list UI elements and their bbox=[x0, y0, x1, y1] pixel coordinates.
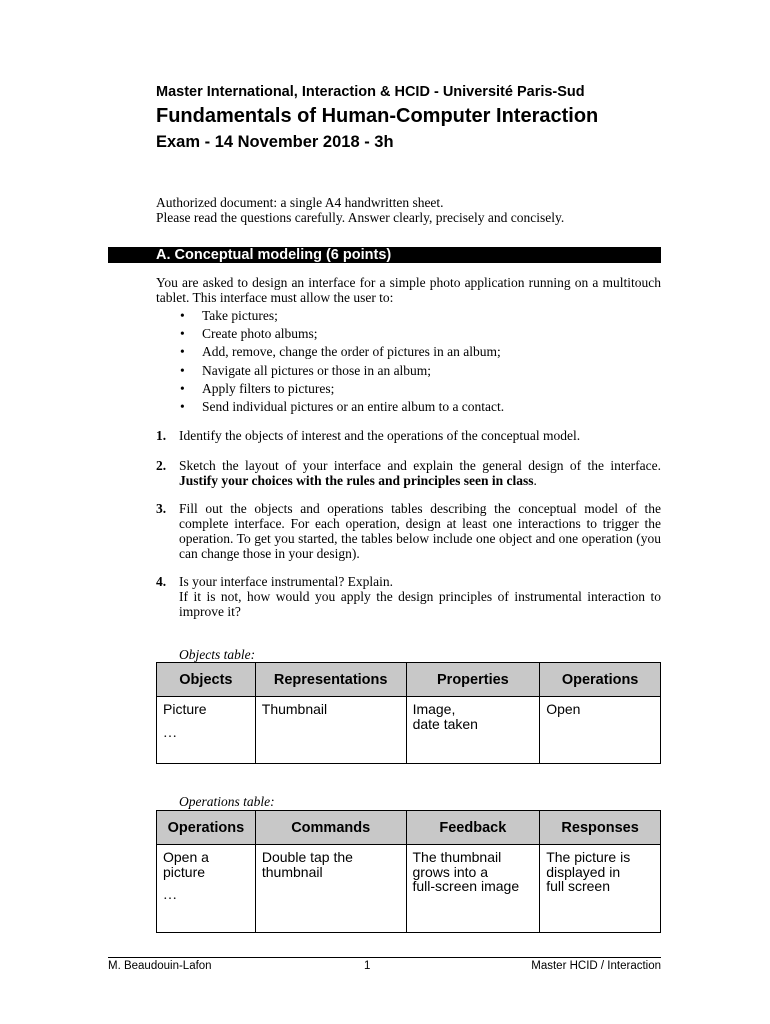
table-cell: Double tap the thumbnail bbox=[255, 845, 406, 933]
list-item: • Apply filters to pictures; bbox=[156, 380, 504, 398]
objects-table-caption: Objects table: bbox=[179, 647, 256, 662]
table-header: Feedback bbox=[406, 811, 540, 845]
course-title: Fundamentals of Human-Computer Interaction bbox=[156, 105, 599, 127]
question-text: Sketch the layout of your interface and explain the general design of the interface. Justify your choices with the rules and principles seen in class. bbox=[179, 458, 661, 488]
ellipsis: … bbox=[163, 725, 177, 741]
table-row bbox=[157, 845, 661, 933]
footer-divider bbox=[108, 957, 661, 958]
question-text: Identify the objects of interest and the operations of the conceptual model. bbox=[179, 428, 581, 443]
objects-table bbox=[156, 662, 661, 764]
section-title: A. Conceptual modeling (6 points) bbox=[108, 247, 661, 263]
table-header: Representations bbox=[255, 663, 406, 697]
question-text: Fill out the objects and operations tables describing the conceptual model of the complete interface. For each operation, design at least one interactions to trigger the operation. To get you started, the tables below include one object and one operation (you can change those in your design). bbox=[179, 501, 661, 561]
table-cell: Thumbnail bbox=[255, 697, 406, 764]
ellipsis: … bbox=[163, 888, 177, 903]
list-item: • Navigate all pictures or those in an album; bbox=[156, 362, 504, 380]
table-header: Properties bbox=[406, 663, 540, 697]
authorized-note: Authorized document: a single A4 handwritten sheet. bbox=[156, 195, 444, 210]
instructions-note: Please read the questions carefully. Answer clearly, precisely and concisely. bbox=[156, 210, 565, 225]
operations-table bbox=[156, 810, 661, 933]
table-header: Responses bbox=[540, 811, 661, 845]
table-cell: Image, date taken bbox=[406, 697, 540, 764]
table-header: Operations bbox=[540, 663, 661, 697]
table-header: Operations bbox=[157, 811, 256, 845]
footer-course: Master HCID / Interaction bbox=[531, 960, 661, 972]
list-item: • Create photo albums; bbox=[156, 325, 504, 343]
table-cell: Open a picture … bbox=[157, 845, 256, 933]
list-item: • Add, remove, change the order of pictures in an album; bbox=[156, 343, 504, 361]
question-number: 3. bbox=[156, 501, 167, 516]
table-cell: Picture … bbox=[157, 697, 256, 764]
question-3 bbox=[156, 501, 661, 561]
list-item: • Send individual pictures or an entire album to a contact. bbox=[156, 398, 504, 416]
table-cell: The thumbnail grows into a full-screen image bbox=[406, 845, 540, 933]
table-cell: The picture is displayed in full screen bbox=[540, 845, 661, 933]
page-number: 1 bbox=[364, 960, 371, 972]
emphasis-text: Justify your choices with the rules and principles seen in class bbox=[179, 473, 534, 488]
question-number: 4. bbox=[156, 574, 167, 589]
question-number: 1. bbox=[156, 428, 167, 443]
question-text: Is your interface instrumental? Explain. If it is not, how would you apply the design principles of instrumental interaction to improve it? bbox=[179, 574, 661, 619]
list-item: • Take pictures; bbox=[156, 307, 504, 325]
question-number: 2. bbox=[156, 458, 167, 473]
question-4 bbox=[156, 574, 661, 619]
requirements-list bbox=[156, 307, 504, 416]
exam-info: Exam - 14 November 2018 - 3h bbox=[156, 133, 394, 151]
operations-table-caption: Operations table: bbox=[179, 794, 275, 809]
institution-header: Master International, Interaction & HCID - Université Paris-Sud bbox=[156, 84, 585, 100]
table-header: Objects bbox=[157, 663, 256, 697]
question-2 bbox=[156, 458, 661, 488]
table-header: Commands bbox=[255, 811, 406, 845]
table-row bbox=[157, 697, 661, 764]
footer-author: M. Beaudouin-Lafon bbox=[108, 960, 212, 972]
table-cell: Open bbox=[540, 697, 661, 764]
section-intro: You are asked to design an interface for a simple photo application running on a multitouch tablet. This interface must allow the user to: bbox=[156, 275, 661, 305]
question-1 bbox=[156, 428, 661, 443]
